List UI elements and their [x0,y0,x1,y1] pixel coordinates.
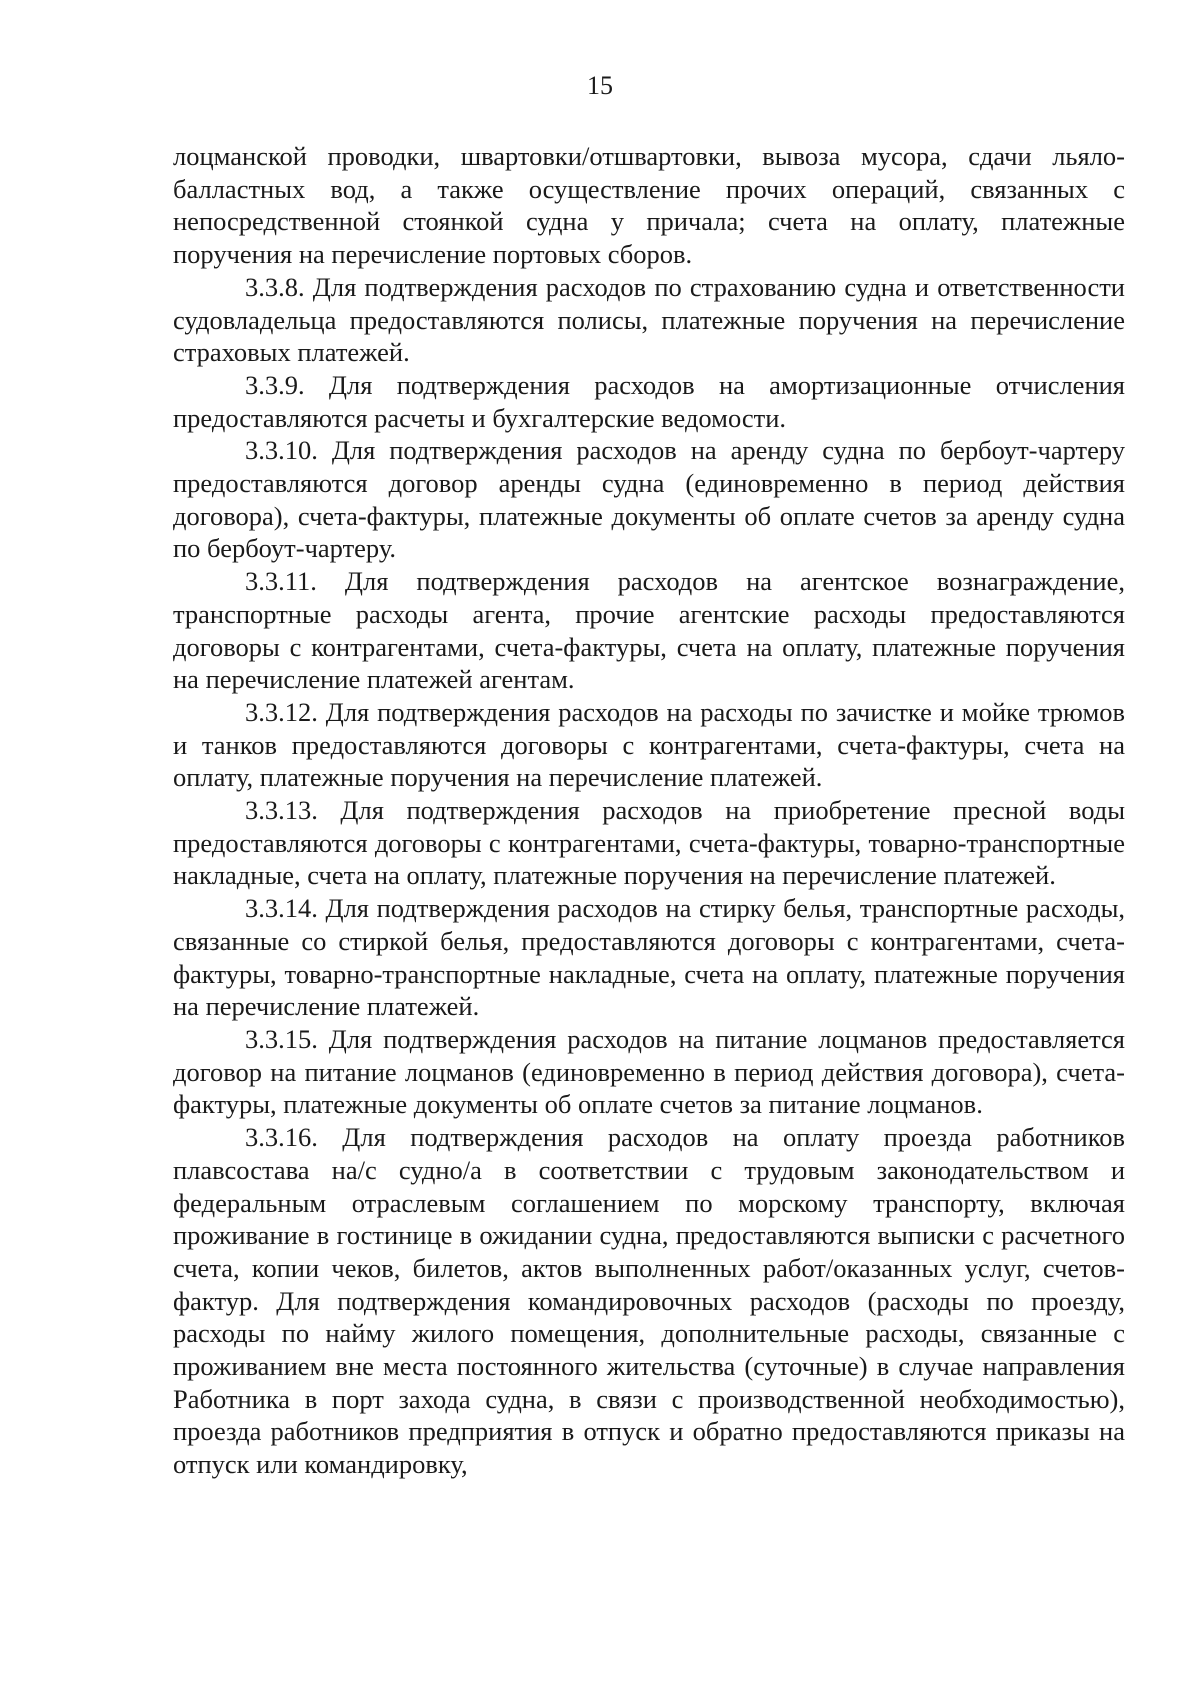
paragraph-3-3-10: 3.3.10. Для подтверждения расходов на аренду судна по бербоут-чартеру предоставляются договор аренды судна (единовременно в период действия договора), счета-фактуры, платежные документы об оплате счетов за аренду судна по бербоут-чартеру. [173,435,1125,564]
paragraph-3-3-16: 3.3.16. Для подтверждения расходов на оплату проезда работников плавсостава на/с судно/а в соответствии с трудовым законодательством и федеральным отраслевым соглашением по морскому транспорту, включая проживание в гостинице в ожидании судна, предоставляются выписки с расчетного счета, копии чеков, билетов, актов выполненных работ/оказанных услуг, счетов-фактур. Для подтверждения командировочных расходов (расходы по проезду, расходы по найму жилого помещения, дополнительные расходы, связанные с проживанием вне места постоянного жительства (суточные) в случае направления Работника в порт захода судна, в связи с производственной необходимостью), проезда работников предприятия в отпуск и обратно предоставляются приказы на отпуск или командировку, [173,1122,1125,1480]
paragraph-3-3-9: 3.3.9. Для подтверждения расходов на амортизационные отчисления предоставляются расчеты и бухгалтерские ведомости. [173,369,1125,433]
paragraph-3-3-15: 3.3.15. Для подтверждения расходов на питание лоцманов предоставляется договор на питание лоцманов (единовременно в период действия договора), счета-фактуры, платежные документы об оплате счетов за питание лоцманов. [173,1023,1125,1120]
page-number: 15 [587,71,613,100]
paragraph-3-3-14: 3.3.14. Для подтверждения расходов на стирку белья, транспортные расходы, связанные со стиркой белья, предоставляются договоры с контрагентами, счета-фактуры, товарно-транспортные накладные, счета на оплату, платежные поручения на перечисление платежей. [173,893,1125,1022]
paragraph-3-3-8: 3.3.8. Для подтверждения расходов по страхованию судна и ответственности судовладельца предоставляются полисы, платежные поручения на перечисление страховых платежей. [173,271,1125,368]
paragraph-3-3-13: 3.3.13. Для подтверждения расходов на приобретение пресной воды предоставляются договоры с контрагентами, счета-фактуры, товарно-транспортные накладные, счета на оплату, платежные поручения на перечисление платежей. [173,795,1125,891]
paragraph-3-3-12: 3.3.12. Для подтверждения расходов на расходы по зачистке и мойке трюмов и танков предоставляются договоры с контрагентами, счета-фактуры, счета на оплату, платежные поручения на перечисление платежей. [173,696,1125,793]
body-text [173,140,1125,1481]
paragraph-continuation: лоцманской проводки, швартовки/отшвартовки, вывоза мусора, сдачи льяло-балластных вод, а также осуществление прочих операций, связанных с непосредственной стоянкой судна у причала; счета на оплату, платежные поручения на перечисление портовых сборов. [173,141,1125,270]
paragraph-3-3-11: 3.3.11. Для подтверждения расходов на агентское вознаграждение, транспортные расходы агента, прочие агентские расходы предоставляются договоры с контрагентами, счета-фактуры, счета на оплату, платежные поручения на перечисление платежей агентам. [173,566,1125,695]
